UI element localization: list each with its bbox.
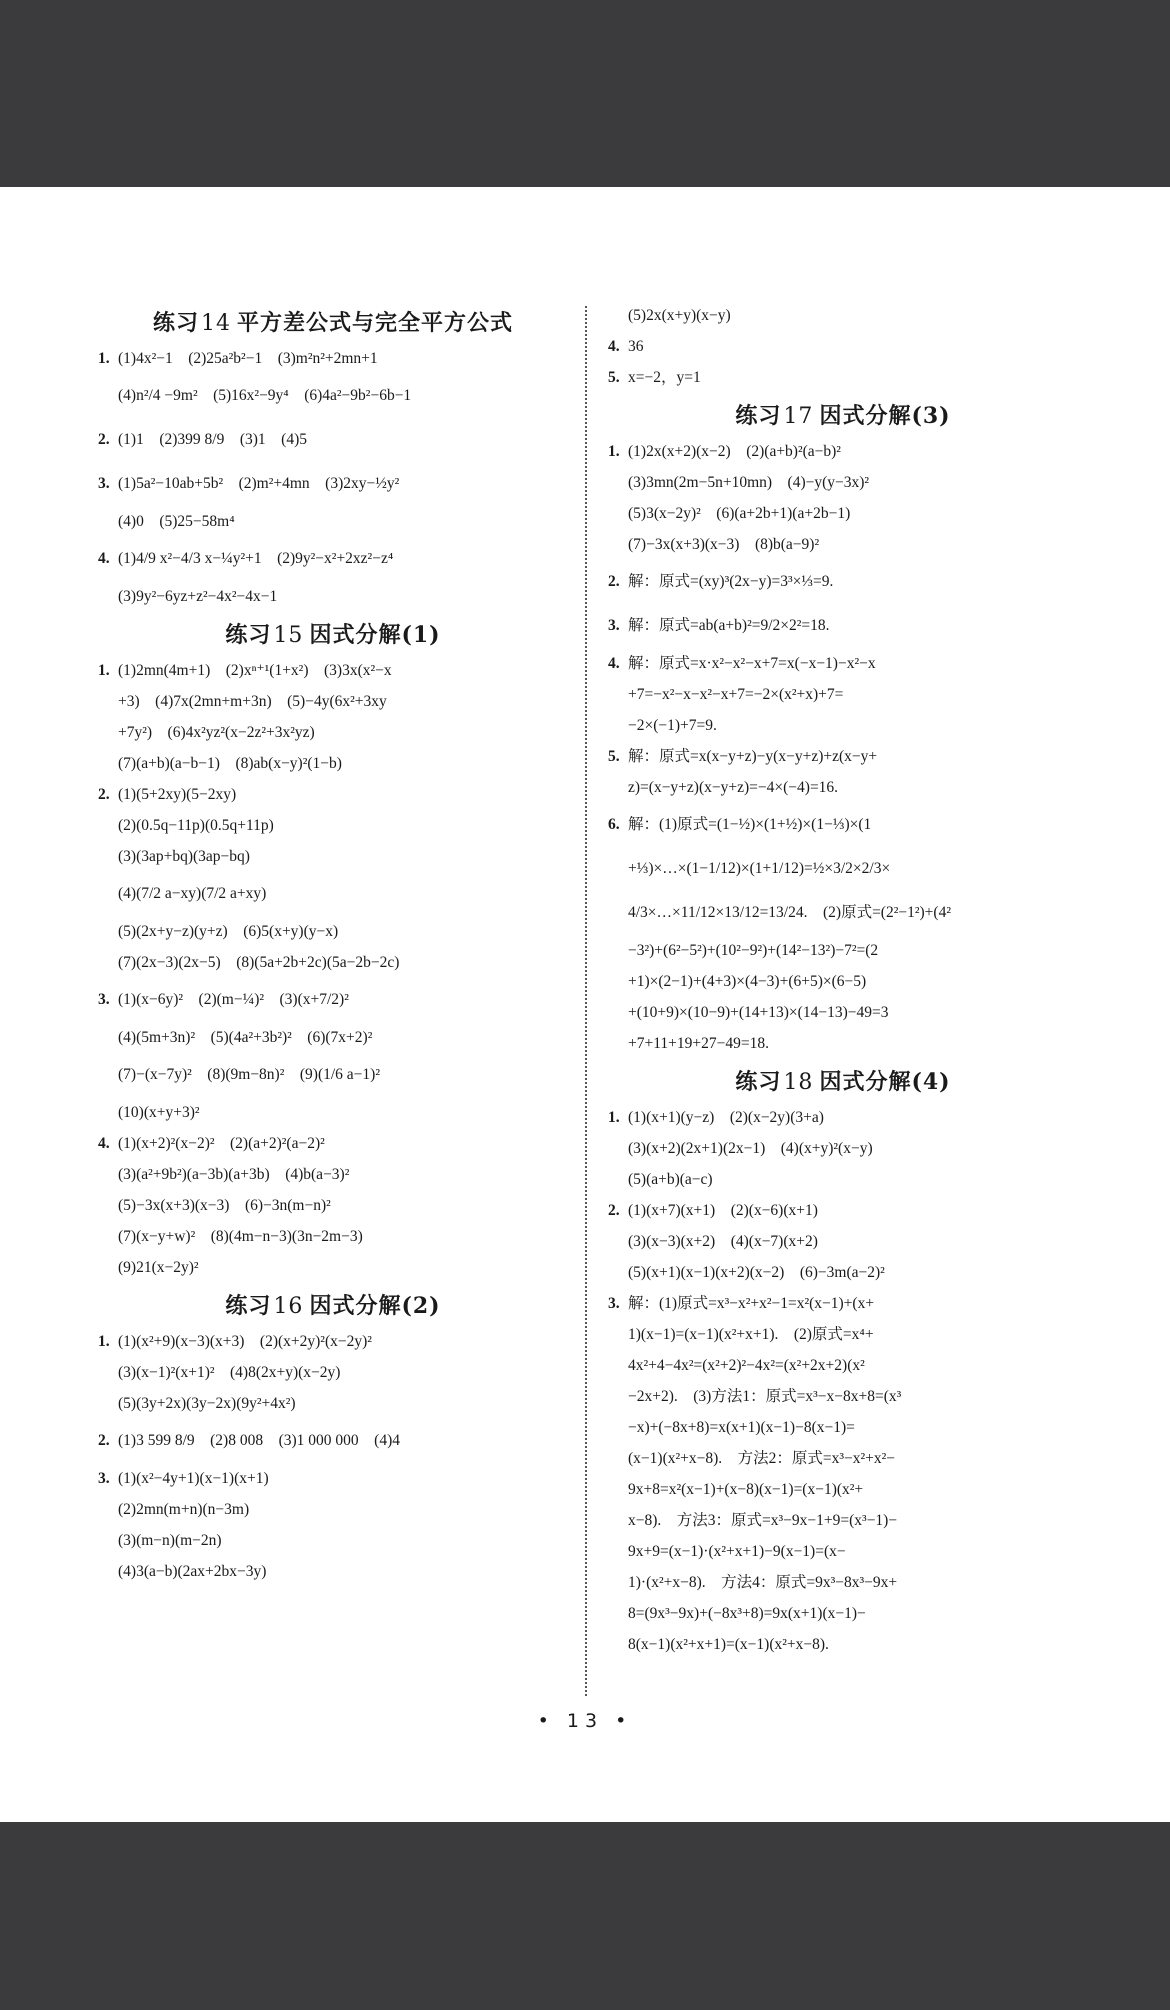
exercise-number: 18	[783, 1070, 814, 1095]
exercise-label: 练习	[152, 310, 199, 336]
answer-line	[98, 1463, 568, 1494]
answer-text: 解：(1)原式=(1−½)×(1+½)×(1−⅓)×(1	[628, 816, 872, 833]
answer-text: −2x+2). (3)方法1：原式=x³−x−8x+8=(x³	[628, 1388, 902, 1405]
answer-line	[98, 947, 568, 978]
answer-text: (4)n²/4 −9m² (5)16x²−9y⁴ (6)4a²−9b²−6b−1	[118, 387, 412, 404]
answer-line	[608, 648, 1078, 679]
exercise-name: 平方差公式与完全平方公式	[237, 310, 514, 336]
answer-text: (1)5a²−10ab+5b² (2)m²+4mn (3)2xy−½y²	[118, 475, 400, 492]
answer-text: (1)(x²−4y+1)(x−1)(x+1)	[118, 1470, 269, 1487]
answer-line	[98, 916, 568, 947]
answer-text: (4)3(a−b)(2ax+2bx−3y)	[118, 1563, 267, 1580]
question-number: 1.	[98, 662, 110, 679]
question-number: 5.	[608, 748, 620, 765]
answer-text: +3) (4)7x(2mn+m+3n) (5)−4y(6x²+3xy	[118, 693, 387, 710]
answer-text: (7)−3x(x+3)(x−3) (8)b(a−9)²	[628, 536, 820, 553]
answer-line	[608, 1443, 1078, 1474]
answer-line	[608, 772, 1078, 803]
exercise-title	[98, 618, 568, 649]
answer-text: (4)0 (5)25−58m⁴	[118, 513, 235, 530]
exercise-name: 因式分解(4)	[819, 1069, 951, 1095]
answer-text: (5)2x(x+y)(x−y)	[628, 307, 731, 324]
exercise-number: 15	[273, 623, 304, 648]
answer-line	[608, 847, 1078, 891]
answer-line	[608, 1474, 1078, 1505]
answer-text: x=−2，y=1	[628, 369, 701, 386]
question-number: 4.	[608, 655, 620, 672]
answer-text: 36	[628, 338, 644, 355]
column-divider	[585, 306, 587, 1696]
answer-text: (4)(5m+3n)² (5)(4a²+3b²)² (6)(7x+2)²	[118, 1029, 373, 1046]
exercise-number: 17	[783, 404, 814, 429]
answer-line	[98, 418, 568, 462]
right-column	[608, 300, 1078, 1660]
question-number: 1.	[98, 1333, 110, 1350]
answer-text: +1)×(2−1)+(4+3)×(4−3)+(6+5)×(6−5)	[628, 973, 867, 990]
question-number: 2.	[98, 1432, 110, 1449]
answer-text: (9)21(x−2y)²	[118, 1259, 199, 1276]
answer-line	[98, 1252, 568, 1283]
question-number: 1.	[608, 1109, 620, 1126]
answer-text: z)=(x−y+z)(x−y+z)=−4×(−4)=16.	[628, 779, 839, 796]
answer-text: (2)2mn(m+n)(n−3m)	[118, 1501, 250, 1518]
answer-text: (2)(0.5q−11p)(0.5q+11p)	[118, 817, 274, 834]
answer-text: (1)(x−6y)² (2)(m−¼)² (3)(x+7/2)²	[118, 991, 349, 1008]
answer-line	[98, 343, 568, 374]
answer-text: (1)(5+2xy)(5−2xy)	[118, 786, 237, 803]
answer-line	[608, 1164, 1078, 1195]
answer-line	[608, 529, 1078, 560]
answer-line	[608, 803, 1078, 847]
answer-line	[608, 604, 1078, 648]
question-number: 4.	[608, 338, 620, 355]
answer-text: (3)(m−n)(m−2n)	[118, 1532, 222, 1549]
exercise-label: 练习	[735, 1069, 782, 1095]
question-number: 1.	[608, 443, 620, 460]
answer-text: −2×(−1)+7=9.	[628, 717, 717, 734]
answer-line	[98, 1190, 568, 1221]
answer-text: (1)(x²+9)(x−3)(x+3) (2)(x+2y)²(x−2y)²	[118, 1333, 372, 1350]
question-number: 3.	[608, 1295, 620, 1312]
answer-text: 8=(9x³−9x)+(−8x³+8)=9x(x+1)(x−1)−	[628, 1605, 866, 1622]
answer-line	[608, 1257, 1078, 1288]
answer-text: +7=−x²−x−x²−x+7=−2×(x²+x)+7=	[628, 686, 844, 703]
question-number: 6.	[608, 816, 620, 833]
answer-text: (1)4/9 x²−4/3 x−¼y²+1 (2)9y²−x²+2xz²−z⁴	[118, 550, 394, 567]
exercise-label: 练习	[225, 1293, 272, 1319]
question-number: 4.	[98, 1135, 110, 1152]
answer-line	[608, 1598, 1078, 1629]
answer-line	[608, 1319, 1078, 1350]
answer-line	[98, 655, 568, 686]
exercise-title	[98, 306, 568, 337]
answer-line	[98, 1128, 568, 1159]
answer-line	[98, 1097, 568, 1128]
question-number: 3.	[98, 991, 110, 1008]
question-number: 3.	[98, 1470, 110, 1487]
question-number: 2.	[98, 431, 110, 448]
answer-text: 1)·(x²+x−8). 方法4：原式=9x³−8x³−9x+	[628, 1574, 898, 1591]
answer-text: +(10+9)×(10−9)+(14+13)×(14−13)−49=3	[628, 1004, 889, 1021]
answer-line	[608, 1102, 1078, 1133]
answer-text: 4x²+4−4x²=(x²+2)²−4x²=(x²+2x+2)(x²	[628, 1357, 865, 1374]
answer-line	[608, 1505, 1078, 1536]
question-number: 3.	[98, 475, 110, 492]
answer-text: (1)4x²−1 (2)25a²b²−1 (3)m²n²+2mn+1	[118, 350, 378, 367]
question-number: 4.	[98, 550, 110, 567]
answer-text: (1)1 (2)399 8/9 (3)1 (4)5	[118, 431, 307, 448]
answer-line	[608, 1629, 1078, 1660]
answer-line	[608, 935, 1078, 966]
answer-line	[608, 891, 1078, 935]
answer-text: 1)(x−1)=(x−1)(x²+x+1). (2)原式=x⁴+	[628, 1326, 874, 1343]
answer-text: (5)(x+1)(x−1)(x+2)(x−2) (6)−3m(a−2)²	[628, 1264, 885, 1281]
answer-line	[98, 1022, 568, 1053]
answer-line	[608, 331, 1078, 362]
answer-text: (1)(x+7)(x+1) (2)(x−6)(x+1)	[628, 1202, 818, 1219]
answer-line	[608, 1133, 1078, 1164]
answer-text: (1)2x(x+2)(x−2) (2)(a+b)²(a−b)²	[628, 443, 841, 460]
answer-text: (3)3mn(2m−5n+10mn) (4)−y(y−3x)²	[628, 474, 870, 491]
answer-text: x−8). 方法3：原式=x³−9x−1+9=(x³−1)−	[628, 1512, 898, 1529]
answer-line	[98, 779, 568, 810]
answer-text: (7)(2x−3)(2x−5) (8)(5a+2b+2c)(5a−2b−2c)	[118, 954, 400, 971]
answer-line	[608, 1381, 1078, 1412]
question-number: 1.	[98, 350, 110, 367]
answer-line	[98, 1159, 568, 1190]
answer-text: +7y²) (6)4x²yz²(x−2z²+3x²yz)	[118, 724, 315, 741]
answer-line	[608, 1028, 1078, 1059]
answer-line	[608, 966, 1078, 997]
answer-line	[608, 300, 1078, 331]
answer-text: (3)(3ap+bq)(3ap−bq)	[118, 848, 250, 865]
bottom-dark-bar	[0, 1822, 1170, 2010]
answer-line	[608, 1195, 1078, 1226]
answer-line	[608, 710, 1078, 741]
answer-line	[98, 1326, 568, 1357]
answer-line	[98, 717, 568, 748]
answer-text: (3)9y²−6yz+z²−4x²−4x−1	[118, 588, 278, 605]
answer-text: −x)+(−8x+8)=x(x+1)(x−1)−8(x−1)=	[628, 1419, 855, 1436]
answer-text: 解：原式=x(x−y+z)−y(x−y+z)+z(x−y+	[628, 748, 878, 765]
left-column	[98, 300, 568, 1587]
exercise-number: 14	[201, 311, 231, 336]
answer-text: (1)(x+2)²(x−2)² (2)(a+2)²(a−2)²	[118, 1135, 325, 1152]
answer-line	[98, 1388, 568, 1419]
answer-line	[98, 462, 568, 506]
answer-line	[98, 506, 568, 537]
question-number: 3.	[608, 617, 620, 634]
answer-line	[608, 1412, 1078, 1443]
answer-line	[98, 748, 568, 779]
answer-line	[608, 1226, 1078, 1257]
answer-text: (5)3(x−2y)² (6)(a+2b+1)(a+2b−1)	[628, 505, 851, 522]
exercise-title	[608, 1065, 1078, 1096]
answer-text: (3)(x−1)²(x+1)² (4)8(2x+y)(x−2y)	[118, 1364, 341, 1381]
answer-line	[98, 1525, 568, 1556]
answer-text: +7+11+19+27−49=18.	[628, 1035, 769, 1052]
exercise-name: 因式分解(1)	[309, 622, 441, 648]
answer-line	[98, 1357, 568, 1388]
answer-text: (7)(x−y+w)² (8)(4m−n−3)(3n−2m−3)	[118, 1228, 363, 1245]
answer-text: (1)2mn(4m+1) (2)xⁿ⁺¹(1+x²) (3)3x(x²−x	[118, 662, 392, 679]
answer-line	[98, 374, 568, 418]
exercise-label: 练习	[735, 403, 782, 429]
answer-text: 9x+9=(x−1)·(x²+x+1)−9(x−1)=(x−	[628, 1543, 846, 1560]
question-number: 2.	[608, 1202, 620, 1219]
answer-line	[608, 1536, 1078, 1567]
exercise-title	[98, 1289, 568, 1320]
answer-line	[98, 841, 568, 872]
answer-line	[98, 810, 568, 841]
answer-text: (5)(3y+2x)(3y−2x)(9y²+4x²)	[118, 1395, 296, 1412]
question-number: 2.	[98, 786, 110, 803]
answer-line	[608, 436, 1078, 467]
answer-text: (4)(7/2 a−xy)(7/2 a+xy)	[118, 885, 267, 902]
answer-line	[98, 581, 568, 612]
answer-text: (5)(a+b)(a−c)	[628, 1171, 713, 1188]
answer-text: (7)−(x−7y)² (8)(9m−8n)² (9)(1/6 a−1)²	[118, 1066, 380, 1083]
answer-text: (5)(2x+y−z)(y+z) (6)5(x+y)(y−x)	[118, 923, 339, 940]
exercise-name: 因式分解(2)	[309, 1293, 441, 1319]
answer-line	[608, 498, 1078, 529]
page-number: • 13 •	[537, 1710, 633, 1732]
answer-line	[608, 467, 1078, 498]
answer-line	[98, 1494, 568, 1525]
answer-text: (5)−3x(x+3)(x−3) (6)−3n(m−n)²	[118, 1197, 331, 1214]
exercise-title	[608, 399, 1078, 430]
answer-line	[608, 741, 1078, 772]
answer-line	[608, 997, 1078, 1028]
exercise-label: 练习	[225, 622, 272, 648]
answer-text: (3)(x−3)(x+2) (4)(x−7)(x+2)	[628, 1233, 818, 1250]
answer-line	[98, 1221, 568, 1252]
answer-text: (3)(a²+9b²)(a−3b)(a+3b) (4)b(a−3)²	[118, 1166, 350, 1183]
answer-line	[98, 978, 568, 1022]
answer-text: −3²)+(6²−5²)+(10²−9²)+(14²−13²)−7²=(2	[628, 942, 879, 959]
answer-line	[98, 1053, 568, 1097]
answer-text: 8(x−1)(x²+x+1)=(x−1)(x²+x−8).	[628, 1636, 829, 1653]
answer-line	[608, 1288, 1078, 1319]
question-number: 5.	[608, 369, 620, 386]
answer-text: (3)(x+2)(2x+1)(2x−1) (4)(x+y)²(x−y)	[628, 1140, 873, 1157]
answer-text: (x−1)(x²+x−8). 方法2：原式=x³−x²+x²−	[628, 1450, 896, 1467]
answer-line	[608, 1350, 1078, 1381]
answer-text: 9x+8=x²(x−1)+(x−8)(x−1)=(x−1)(x²+	[628, 1481, 864, 1498]
answer-text: 解：原式=ab(a+b)²=9/2×2²=18.	[628, 617, 830, 634]
answer-text: (10)(x+y+3)²	[118, 1104, 200, 1121]
answer-text: (1)(x+1)(y−z) (2)(x−2y)(3+a)	[628, 1109, 824, 1126]
answer-line	[98, 537, 568, 581]
answer-text: 4/3×…×11/12×13/12=13/24. (2)原式=(2²−1²)+(4²	[628, 904, 951, 921]
answer-line	[608, 679, 1078, 710]
answer-text: (7)(a+b)(a−b−1) (8)ab(x−y)²(1−b)	[118, 755, 342, 772]
answer-line	[608, 560, 1078, 604]
answer-text: 解：原式=x·x²−x²−x+7=x(−x−1)−x²−x	[628, 655, 876, 672]
question-number: 2.	[608, 573, 620, 590]
exercise-name: 因式分解(3)	[819, 403, 951, 429]
top-dark-bar	[0, 0, 1170, 187]
answer-line	[608, 1567, 1078, 1598]
answer-text: 解：(1)原式=x³−x²+x²−1=x²(x−1)+(x+	[628, 1295, 875, 1312]
exercise-number: 16	[273, 1294, 304, 1319]
answer-text: (1)3 599 8/9 (2)8 008 (3)1 000 000 (4)4	[118, 1432, 400, 1449]
answer-text: +⅓)×…×(1−1/12)×(1+1/12)=½×3/2×2/3×	[628, 860, 891, 877]
answer-line	[98, 872, 568, 916]
answer-line	[98, 686, 568, 717]
answer-text: 解：原式=(xy)³(2x−y)=3³×⅓=9.	[628, 573, 834, 590]
answer-line	[98, 1556, 568, 1587]
answer-line	[98, 1419, 568, 1463]
answer-line	[608, 362, 1078, 393]
